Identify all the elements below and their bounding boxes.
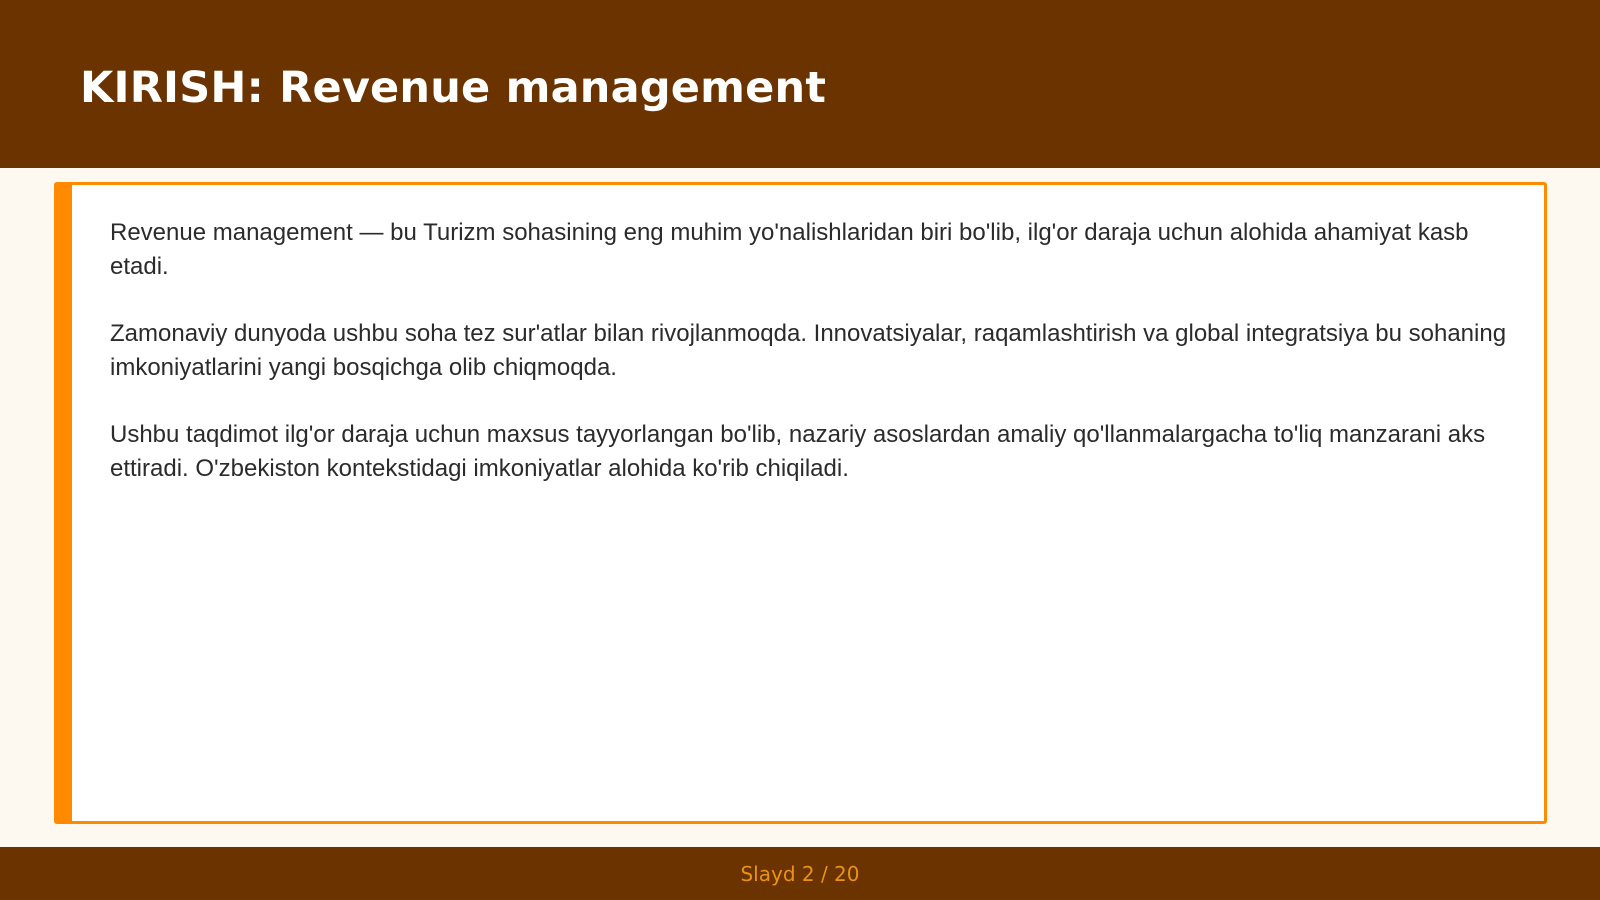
content-paragraph-1: Revenue management — bu Turizm sohasining eng muhim yo'nalishlaridan biri bo'lib, ilg'or daraja uchun alohida ahamiyat kasb etadi. [110,219,1469,280]
content-paragraph-3: Ushbu taqdimot ilg'or daraja uchun maxsus tayyorlangan bo'lib, nazariy asoslardan amaliy qo'llanmalargacha to'liq manzarani aks ettiradi. O'zbekiston kontekstidagi imkoniyatlar alohida ko'rib chiqiladi. [110,421,1486,482]
slide-counter: Slayd 2 / 20 [740,861,860,886]
slide-title: KIRISH: Revenue management [80,63,827,113]
content-card [54,182,1547,824]
slide-footer [0,847,1600,900]
slide-header [0,0,1600,168]
content-paragraph-2: Zamonaviy dunyoda ushbu soha tez sur'atlar bilan rivojlanmoqda. Innovatsiyalar, raqamlashtirish va global integratsiya bu sohaning imkoniyatlarini yangi bosqichga olib chiqmoqda. [110,320,1507,381]
